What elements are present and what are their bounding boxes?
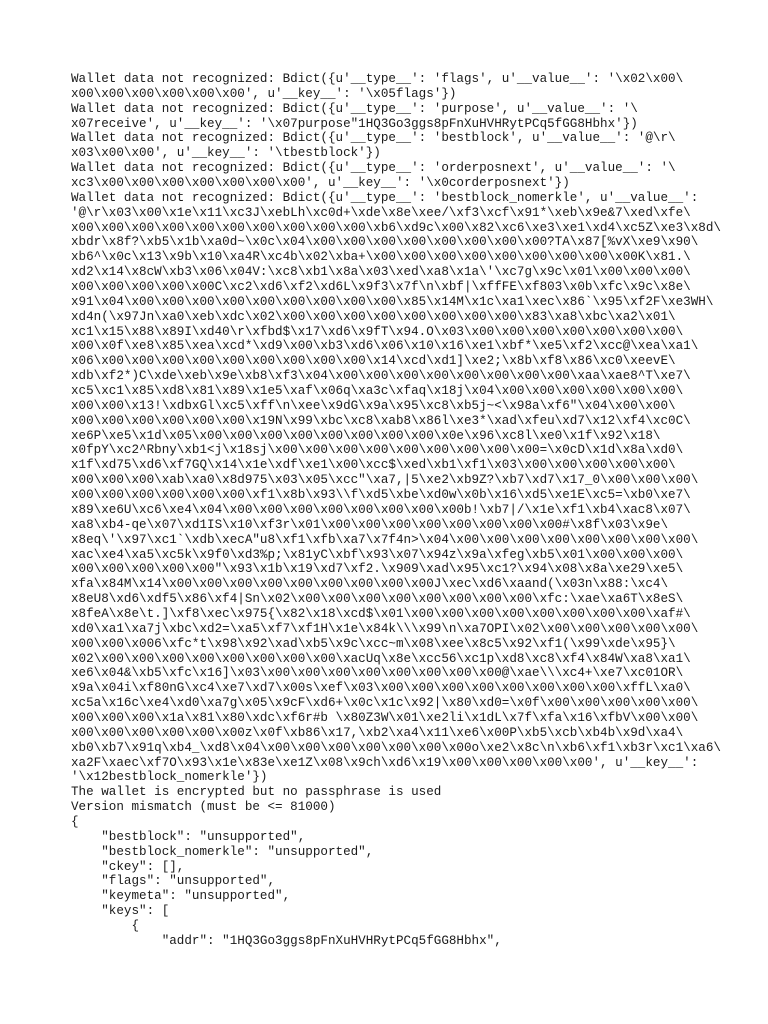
terminal-line: xa2F\xaec\xf7O\x93\x1e\x83e\xe1Z\x08\x9ch\xd6\x19\x00\x00\x00\x00\x00', u'__key__':: [71, 755, 699, 770]
terminal-line: Wallet data not recognized: Bdict({u'__type__': 'orderposnext', u'__value__': '\: [71, 161, 676, 176]
terminal-line: {: [71, 918, 140, 933]
terminal-line: xa8\xb4-qe\x07\xd1IS\x10\xf3r\x01\x00\x00\x00\x00\x00\x00\x00\x00#\x8f\x03\x9e\: [71, 517, 669, 532]
terminal-line: "flags": "unsupported",: [71, 874, 276, 889]
terminal-line: '@\r\x03\x00\x1e\x11\xc3J\xebLh\xc0d+\xde\x8e\xee/\xf3\xcf\x91*\xeb\x9e&7\xed\xfe\: [71, 205, 691, 220]
terminal-line: xfa\x84M\x14\x00\x00\x00\x00\x00\x00\x00\x00\x00J\xec\xd6\xaand(\x03n\x88:\xc4\: [71, 577, 669, 592]
terminal-line: "ckey": [],: [71, 859, 185, 874]
terminal-line: x00\x00\x00\x00\x00\x00', u'__key__': '\x05flags'}): [71, 86, 457, 101]
terminal-line: x0fpY\xc2^Rbny\xb1<j\x18sj\x00\x00\x00\x00\x00\x00\x00\x00\x00=\x0cD\x1d\x8a\xd0\: [71, 443, 684, 458]
terminal-line: xd4n(\x97Jn\xa0\xeb\xdc\x02\x00\x00\x00\x00\x00\x00\x00\x00\x83\xa8\xbc\xa2\x01\: [71, 309, 676, 324]
terminal-line: xe6\x04&\xb5\xfc\x16]\x03\x00\x00\x00\x00\x00\x00\x00\x00@\xae\\\xc4+\xe7\xc01OR\: [71, 666, 684, 681]
terminal-line: "keymeta": "unsupported",: [71, 889, 291, 904]
terminal-line: x91\x04\x00\x00\x00\x00\x00\x00\x00\x00\x00\x85\x14M\x1c\xa1\xec\x86`\x95\xf2F\xe3WH\: [71, 294, 714, 309]
terminal-line: Version mismatch (must be <= 81000): [71, 800, 336, 815]
terminal-line: x07receive', u'__key__': '\x07purpose"1HQ3Go3ggs8pFnXuHVHRytPCq5fGG8Hbhx'}): [71, 116, 638, 131]
terminal-line: x00\x00\x00\x00\x00"\x93\x1b\x19\xd7\xf2.\x909\xad\x95\xc1?\x94\x08\x8a\xe29\xe5\: [71, 562, 684, 577]
terminal-line: x00\x00\x00\x00\x00\x00\x00\x00\x00\x00\xb6\xd9c\x00\x82\xc6\xe3\xe1\xd4\xc5Z\xe3\x8d\: [71, 220, 721, 235]
terminal-line: The wallet is encrypted but no passphrase is used: [71, 785, 442, 800]
terminal-line: xd2\x14\x8cW\xb3\x06\x04V:\xc8\xb1\x8a\x03\xed\xa8\x1a\'\xc7g\x9c\x01\x00\x00\x00\: [71, 265, 691, 280]
terminal-output: [71, 72, 721, 949]
terminal-line: x00\x00\x00\xab\xa0\x8d975\x03\x05\xcc"\xa7,|5\xe2\xb9Z?\xb7\xd7\x17_0\x00\x00\x00\: [71, 473, 699, 488]
terminal-line: xb6^\x0c\x13\x9b\x10\xa4R\xc4b\x02\xba+\x00\x00\x00\x00\x00\x00\x00\x00\x00K\x81.\: [71, 250, 691, 265]
terminal-line: x00\x00\x00\x00\x00\x00z\x0f\xb86\x17,\xb2\xa4\x11\xe6\x00P\xb5\xcb\xb4b\x9d\xa4\: [71, 725, 684, 740]
terminal-line: Wallet data not recognized: Bdict({u'__type__': 'purpose', u'__value__': '\: [71, 101, 638, 116]
terminal-line: "addr": "1HQ3Go3ggs8pFnXuHVHRytPCq5fGG8Hbhx",: [71, 933, 502, 948]
terminal-line: xdb\xf2*)C\xde\xeb\x9e\xb8\xf3\x04\x00\x00\x00\x00\x00\x00\x00\x00\xaa\xae8^T\xe7\: [71, 369, 691, 384]
terminal-line: x9a\x04i\xf80nG\xc4\xe7\xd7\x00s\xef\x03\x00\x00\x00\x00\x00\x00\x00\x00\xffL\xa0\: [71, 681, 691, 696]
terminal-line: x00\x00\x00\x1a\x81\x80\xdc\xf6r#b \x80Z3W\x01\xe2li\x1dL\x7f\xfa\x16\xfbV\x00\x00\: [71, 710, 699, 725]
terminal-line: '\x12bestblock_nomerkle'}): [71, 770, 268, 785]
terminal-line: Wallet data not recognized: Bdict({u'__type__': 'flags', u'__value__': '\x02\x00\: [71, 72, 684, 86]
terminal-line: xac\xe4\xa5\xc5k\x9f0\xd3%p;\x81yC\xbf\x93\x07\x94z\x9a\xfeg\xb5\x01\x00\x00\x00\: [71, 547, 684, 562]
terminal-line: xc5a\x16c\xe4\xd0\xa7g\x05\x9cF\xd6+\x0c\x1c\x92|\x80\xd0=\x0f\x00\x00\x00\x00\x00\: [71, 696, 699, 711]
terminal-line: Wallet data not recognized: Bdict({u'__type__': 'bestblock', u'__value__': '@\r\: [71, 131, 676, 146]
terminal-line: x8feA\x8e\t.]\xf8\xec\x975{\x82\x18\xcd$\x01\x00\x00\x00\x00\x00\x00\x00\x00\xaf#\: [71, 606, 691, 621]
terminal-line: Wallet data not recognized: Bdict({u'__type__': 'bestblock_nomerkle', u'__value__':: [71, 190, 699, 205]
terminal-line: xe6P\xe5\x1d\x05\x00\x00\x00\x00\x00\x00\x00\x00\x0e\x96\xc8l\xe0\x1f\x92\x18\: [71, 428, 661, 443]
terminal-line: x00\x00\x006\xfc*t\x98\x92\xad\xb5\x9c\xcc~m\x08\xee\x8c5\x92\xf1(\x99\xde\x95}\: [71, 636, 676, 651]
terminal-line: x00\x00\x00\x00\x00\x00\xf1\x8b\x93\\f\xd5\xbe\xd0w\x0b\x16\xd5\xe1E\xc5=\xb0\xe7\: [71, 488, 691, 503]
terminal-line: x00\x00\x00\x00\x00C\xc2\xd6\xf2\xd6L\x9f3\x7f\n\xbf|\xffFE\xf803\x0b\xfc\x9c\x8e\: [71, 280, 691, 295]
terminal-line: x00\x00\x13!\xdbxGl\xc5\xff\n\xee\x9dG\x9a\x95\xc8\xb5j~<\x98a\xf6"\x04\x00\x00\: [71, 398, 676, 413]
terminal-line: x06\x00\x00\x00\x00\x00\x00\x00\x00\x00\x14\xcd\xd1]\xe2;\x8b\xf8\x86\xc0\xeevE\: [71, 354, 676, 369]
terminal-line: x8eU8\xd6\xdf5\x86\xf4|Sn\x02\x00\x00\x00\x00\x00\x00\x00\x00\xfc:\xae\xa6T\x8eS\: [71, 592, 684, 607]
terminal-line: "bestblock_nomerkle": "unsupported",: [71, 844, 374, 859]
terminal-line: x00\x00\x00\x00\x00\x00\x19N\x99\xbc\xc8\xab8\x86l\xe3*\xad\xfeu\xd7\x12\xf4\xc0C\: [71, 413, 691, 428]
terminal-line: {: [71, 814, 79, 829]
terminal-line: xc1\x15\x88\x89I\xd40\r\xfbd$\x17\xd6\x9fT\x94.O\x03\x00\x00\x00\x00\x00\x00\x00\: [71, 324, 684, 339]
terminal-line: x02\x00\x00\x00\x00\x00\x00\x00\x00\xacUq\x8e\xcc56\xc1p\xd8\xc8\xf4\x84W\xa8\xa1\: [71, 651, 691, 666]
terminal-line: xbdr\x8f?\xb5\x1b\xa0d~\x0c\x04\x00\x00\x00\x00\x00\x00\x00\x00?TA\x87[%vX\xe9\x90\: [71, 235, 699, 250]
terminal-line: xb0\xb7\x91q\xb4_\xd8\x04\x00\x00\x00\x00\x00\x00\x00o\xe2\x8c\n\xb6\xf1\xb3r\xc1\xa6\: [71, 740, 721, 755]
terminal-line: x03\x00\x00', u'__key__': '\tbestblock'}): [71, 146, 381, 161]
terminal-line: "keys": [: [71, 904, 170, 919]
terminal-line: x8eq\'\x97\xc1`\xdb\xecA"u8\xf1\xfb\xa7\x7f4n>\x04\x00\x00\x00\x00\x00\x00\x00\x00\: [71, 532, 699, 547]
terminal-line: xc5\xc1\x85\xd8\x81\x89\x1e5\xaf\x06q\xa3c\xfaq\x18j\x04\x00\x00\x00\x00\x00\x00\: [71, 384, 684, 399]
terminal-line: x00\x0f\xe8\x85\xea\xcd*\xd9\x00\xb3\xd6\x06\x10\x16\xe1\xbf*\xe5\xf2\xcc@\xea\xa1\: [71, 339, 699, 354]
terminal-line: "bestblock": "unsupported",: [71, 829, 306, 844]
terminal-line: xd0\xa1\xa7j\xbc\xd2=\xa5\xf7\xf1H\x1e\x84k\\\x99\n\xa7OPI\x02\x00\x00\x00\x00\x00\: [71, 621, 699, 636]
terminal-line: x1f\xd75\xd6\xf7GQ\x14\x1e\xdf\xe1\x00\xcc$\xed\xb1\xf1\x03\x00\x00\x00\x00\x00\: [71, 458, 676, 473]
terminal-line: xc3\x00\x00\x00\x00\x00\x00\x00', u'__key__': '\x0corderposnext'}): [71, 176, 570, 191]
terminal-line: x89\xe6U\xc6\xe4\x04\x00\x00\x00\x00\x00\x00\x00\x00b!\xb7|/\x1e\xf1\xb4\xac8\x07\: [71, 502, 691, 517]
